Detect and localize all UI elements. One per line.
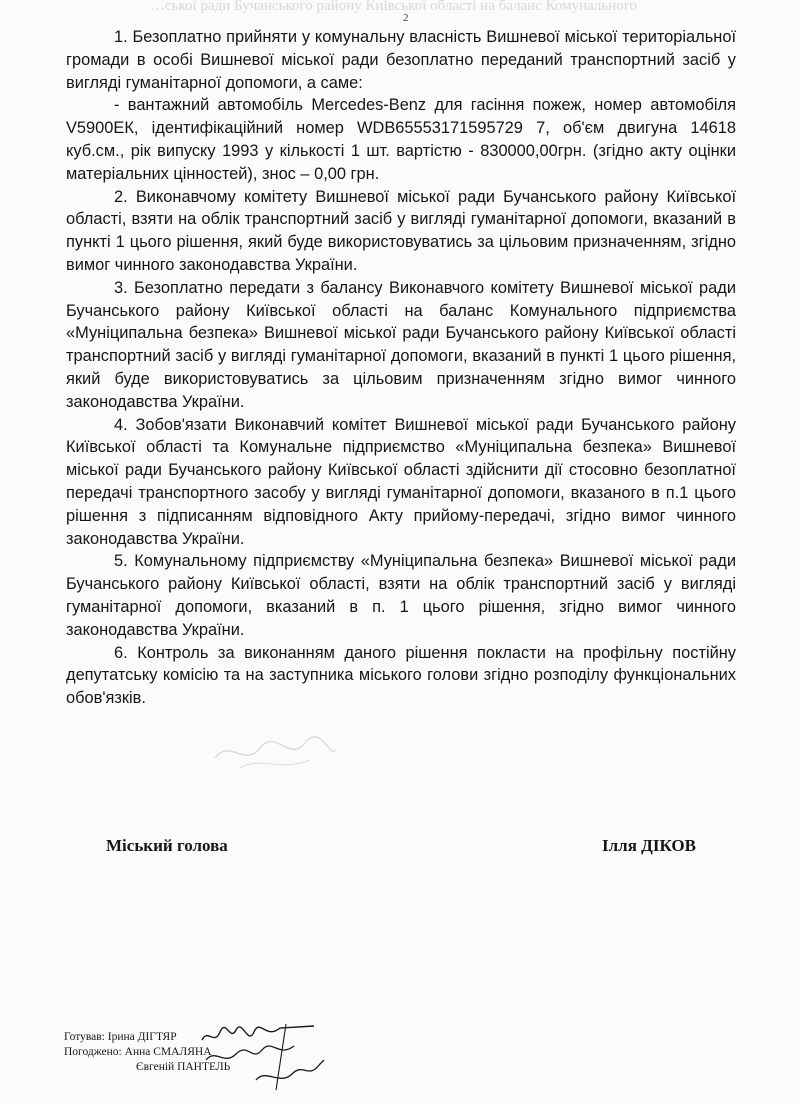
paragraph-4: 4. Зобов'язати Виконавчий комітет Вишневої міської ради Бучанського району Київської області та Комунальне підприємство «Муніципальна безпека» Вишневої міської ради Бучанського району Київської області здійснити дії стосовно безоплатної передачі транспортного засобу у вигляді гуманітарної допомоги, вказаного в п.1 цього рішення з підписанням відповідного Акту прийому-передачі, згідно вимог чинного законодавства України.: [66, 415, 736, 548]
bleed-through-text: …ської ради Бучанського району Київської області на баланс Комунального: [150, 0, 638, 14]
signature-position: Міський голова: [106, 836, 228, 855]
page-number: 2: [403, 12, 409, 24]
paragraph-6: 6. Контроль за виконанням даного рішення покласти на профільну постійну депутатську комісію та на заступника міського голови згідно розподілу функціональних обов'язків.: [66, 643, 736, 708]
handwritten-signatures: [196, 1020, 336, 1100]
paragraph-3: 3. Безоплатно передати з балансу Виконавчого комітету Вишневої міської ради Бучанського району Київської області на баланс Комунального підприємства «Муніципальна безпека» Вишневої міської ради Бучанського району Київської області транспортний засіб у вигляді гуманітарної допомоги, вказаний в пункті 1 цього рішення, який буде використовуватись за цільовим призначенням згідно вимог чинного законодавства України.: [66, 278, 736, 411]
paragraph-5: 5. Комунальному підприємству «Муніципальна безпека» Вишневої міської ради Бучанського району Київської області, взяти на облік транспортний засіб у вигляді гуманітарної допомоги, вказаний в п. 1 цього рішення, згідно вимог чинного законодавства України.: [66, 552, 736, 639]
paragraph-1: 1. Безоплатно прийняти у комунальну власність Вишневої міської територіальної громади в особі Вишневої міської ради безоплатно переданий транспортний засіб у вигляді гуманітарної допомоги, а саме:: [66, 28, 736, 92]
prepared-label: Готував:: [64, 1031, 105, 1043]
document-body: [66, 26, 736, 710]
signature-name: Ілля ДІКОВ: [602, 836, 696, 855]
agreed-name-1: Анна СМАЛЯНА: [124, 1046, 212, 1058]
paragraph-1-vehicle: - вантажний автомобіль Mercedes-Benz для гасіння пожеж, номер автомобіля V5900ЕК, ідентифікаційний номер WDB65553171595729 7, об'єм двигуна 14618 куб.см., рік випуску 1993 у кількості 1 шт. вартістю - 830000,00грн. (згідно акту оцінки матеріальних цінностей), знос – 0,00 грн.: [66, 96, 736, 183]
prepared-name: Ірина ДІГТЯР: [107, 1031, 177, 1043]
agreed-label: Погоджено:: [64, 1046, 122, 1058]
agreed-name-2: Євгеній ПАНТЕЛЬ: [136, 1061, 231, 1073]
bleed-through-scribble: [210, 728, 340, 778]
paragraph-2: 2. Виконавчому комітету Вишневої міської ради Бучанського району Київської області, взяти на облік транспортний засіб у вигляді гуманітарної допомоги, вказаний в пункті 1 цього рішення, який буде використовуватись за цільовим призначенням, згідно вимог чинного законодавства України.: [66, 187, 736, 274]
